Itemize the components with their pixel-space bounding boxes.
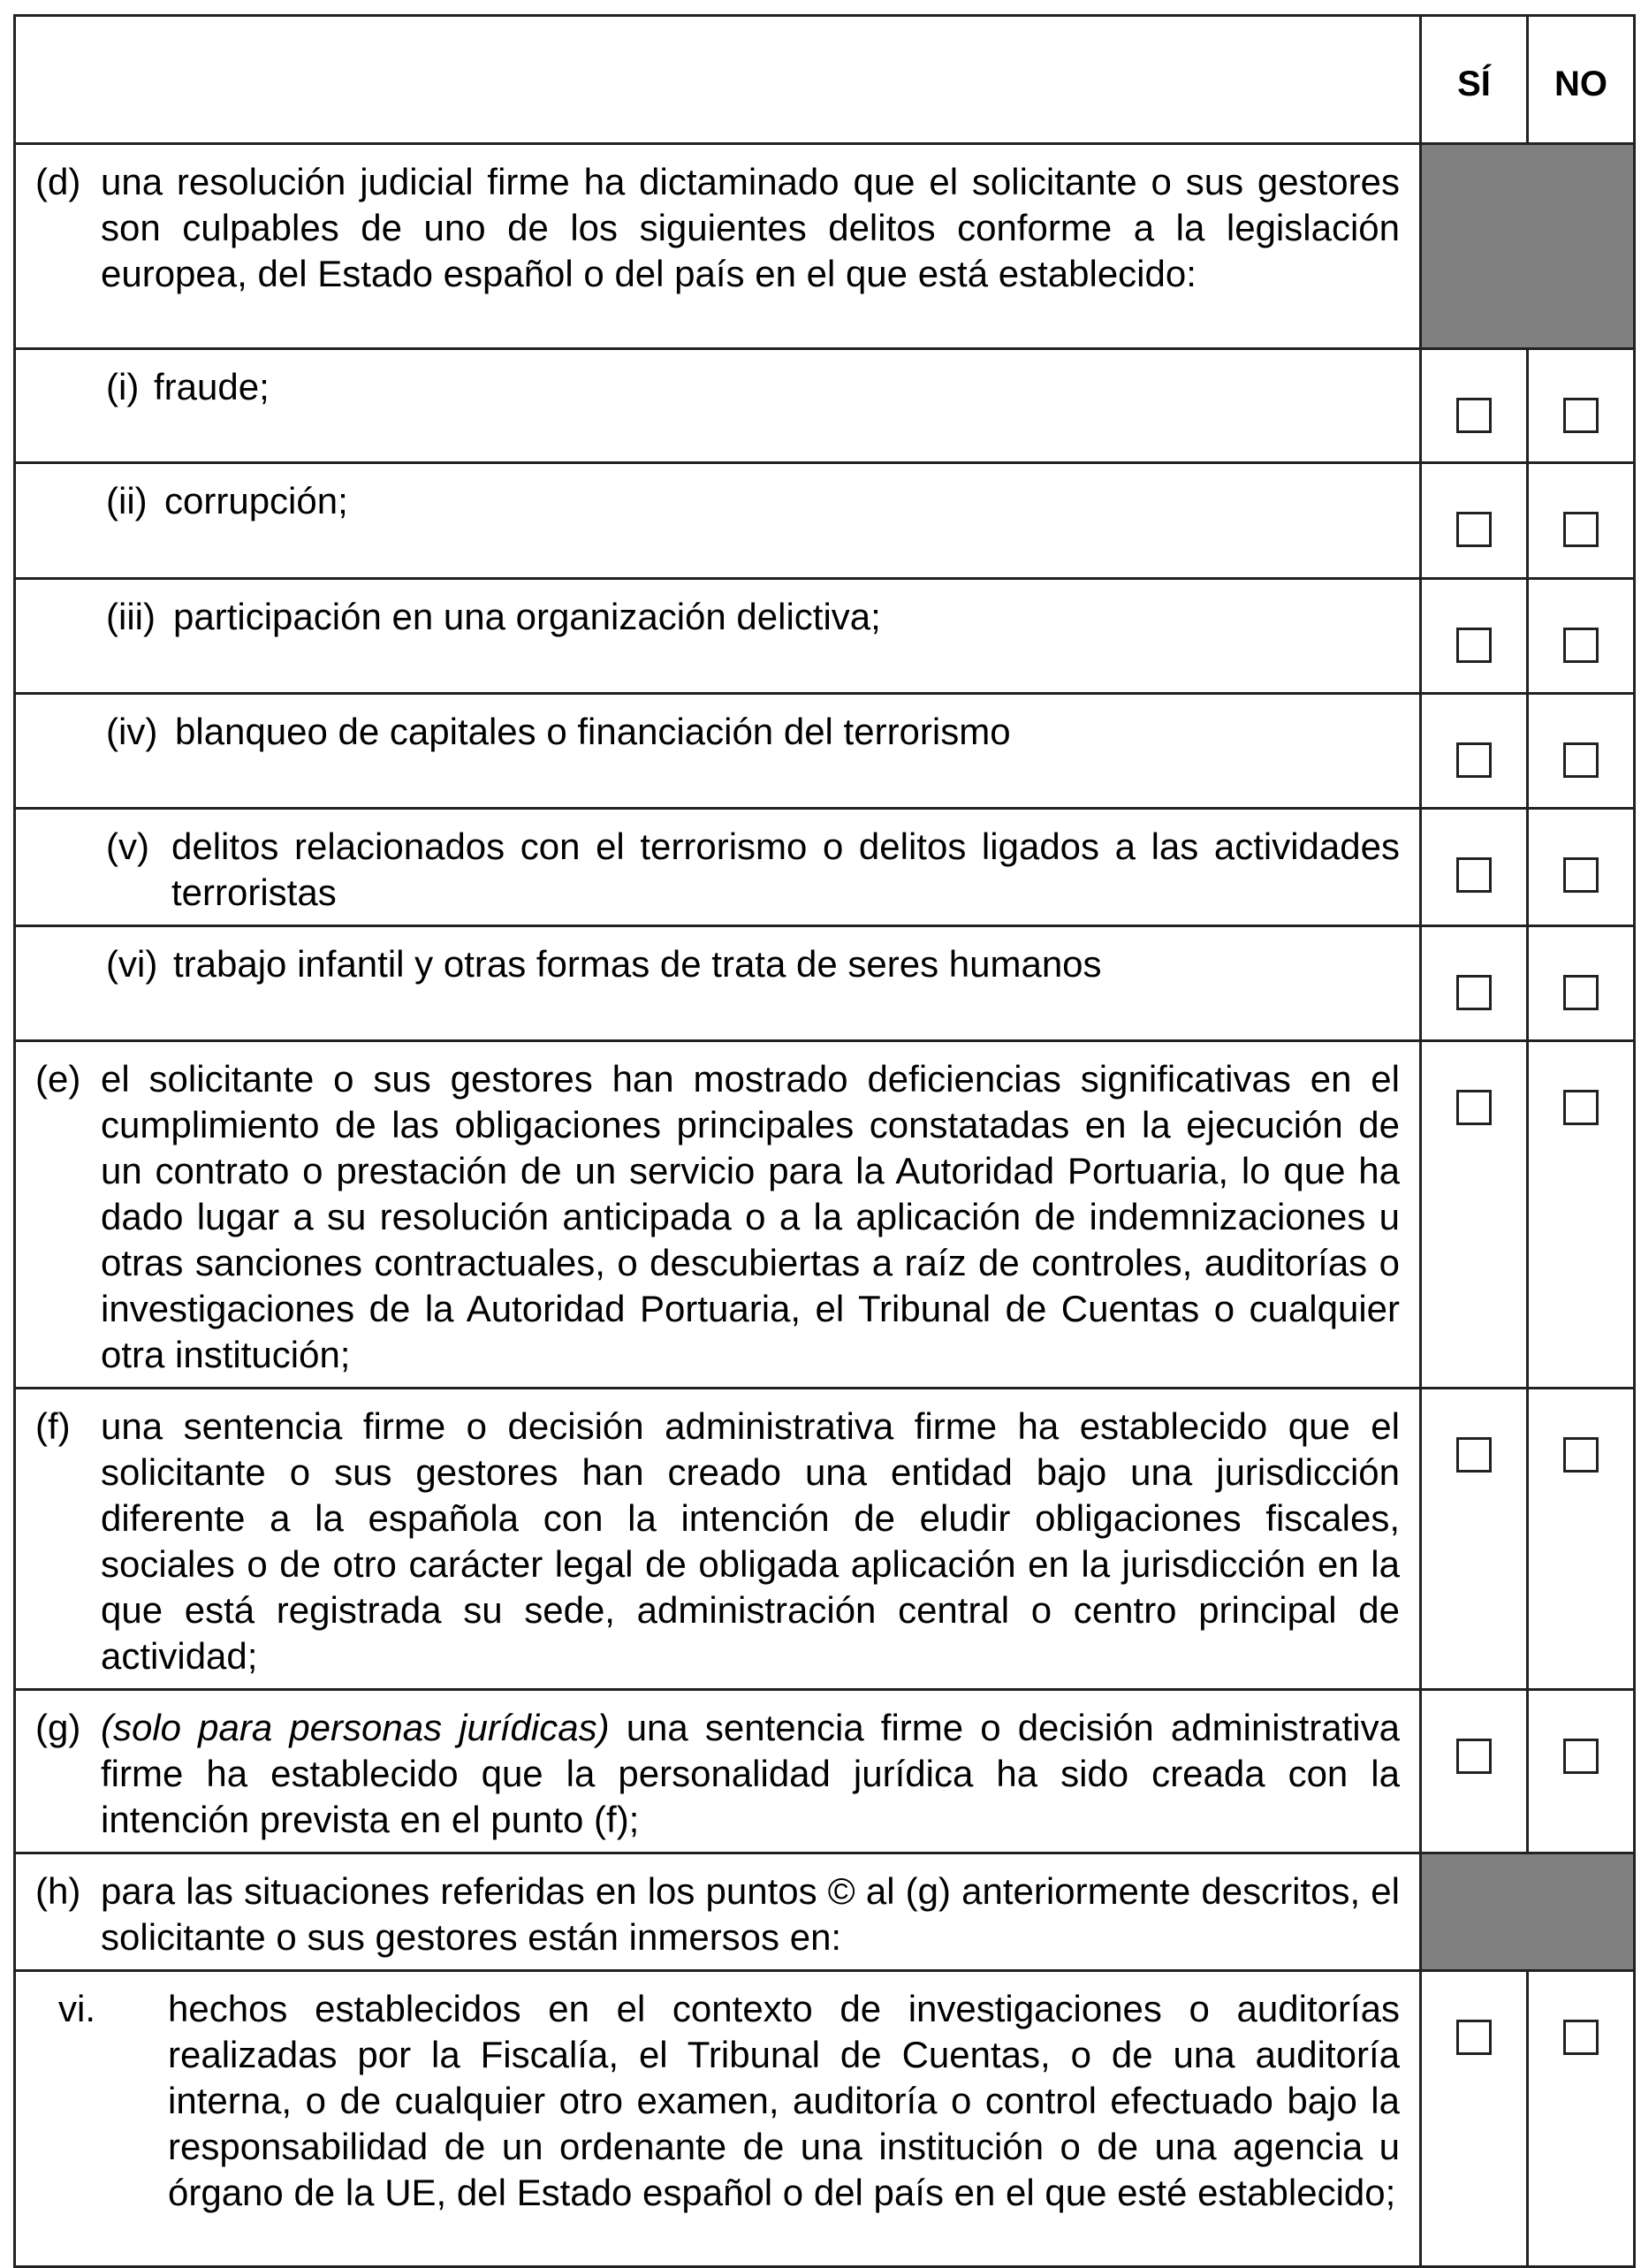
item-text: una sentencia firme o decisión administrativa firme ha establecido que el solicitante o sus gestores han creado una entidad bajo una jurisdicción diferente a la española con la intención de eludir obligaciones fiscales, sociales o de otro carácter legal de obligada aplicación en la jurisdicción en la que está registrada su sede, administración central o centro principal de actividad; [101, 1405, 1400, 1677]
item-text: para las situaciones referidas en los puntos © al (g) anteriormente descritos, el solicitante o sus gestores están inmersos en: [101, 1870, 1400, 1958]
shaded-cell [1421, 1853, 1635, 1971]
table-row [15, 144, 1635, 349]
item-text [16, 709, 1400, 755]
no-checkbox[interactable] [1563, 857, 1599, 893]
table-row [15, 349, 1635, 463]
no-cell [1528, 349, 1635, 463]
item-d-iii [15, 579, 1421, 694]
item-g [15, 1690, 1421, 1853]
no-checkbox[interactable] [1563, 398, 1599, 433]
no-checkbox[interactable] [1563, 628, 1599, 663]
item-h-vi [15, 1971, 1421, 2267]
si-cell [1421, 926, 1528, 1041]
item-d-iv [15, 694, 1421, 809]
item-label: (vi) [106, 943, 158, 985]
si-checkbox[interactable] [1456, 2020, 1492, 2055]
item-d-vi [15, 926, 1421, 1041]
si-checkbox[interactable] [1456, 628, 1492, 663]
item-text [16, 478, 1400, 524]
item-label: (d) [35, 161, 81, 202]
si-checkbox[interactable] [1456, 742, 1492, 778]
si-cell [1421, 463, 1528, 579]
item-text-content: fraude; [154, 366, 270, 407]
table-row [15, 694, 1635, 809]
item-label: (e) [35, 1058, 81, 1100]
item-italic-note: (solo para personas jurídicas) [101, 1707, 610, 1748]
no-checkbox[interactable] [1563, 1437, 1599, 1473]
table-row [15, 1389, 1635, 1690]
item-label: (ii) [106, 480, 148, 521]
item-text [101, 1705, 1400, 1843]
item-text: el solicitante o sus gestores han mostrado deficiencias significativas en el cumplimiento de las obligaciones principales constatadas en la ejecución de un contrato o prestación de un servicio para la Autoridad Portuaria, lo que ha dado lugar a su resolución anticipada o a la aplicación de indemnizaciones u otras sanciones contractuales, o descubiertas a raíz de controles, auditorías o investigaciones de la Autoridad Portuaria, el Tribunal de Cuentas o cualquier otra institución; [101, 1058, 1400, 1375]
item-text-content: corrupción; [164, 480, 348, 521]
si-checkbox[interactable] [1456, 1437, 1492, 1473]
table-row [15, 1690, 1635, 1853]
table-row [15, 1041, 1635, 1389]
no-checkbox[interactable] [1563, 2020, 1599, 2055]
si-checkbox[interactable] [1456, 857, 1492, 893]
item-d-i [15, 349, 1421, 463]
no-checkbox[interactable] [1563, 742, 1599, 778]
item-d-v [15, 809, 1421, 926]
no-checkbox[interactable] [1563, 512, 1599, 547]
no-cell [1528, 926, 1635, 1041]
si-cell [1421, 1971, 1528, 2267]
no-checkbox[interactable] [1563, 1739, 1599, 1774]
shaded-cell [1421, 144, 1635, 349]
item-label: (iii) [106, 596, 156, 637]
item-text [16, 364, 1400, 410]
header-row [15, 16, 1635, 144]
no-cell [1528, 463, 1635, 579]
no-cell [1528, 694, 1635, 809]
item-text-content: blanqueo de capitales o financiación del terrorismo [175, 711, 1011, 752]
item-label: (f) [35, 1405, 71, 1447]
item-d-ii [15, 463, 1421, 579]
si-cell [1421, 809, 1528, 926]
item-label: (g) [35, 1707, 81, 1748]
table-row [15, 579, 1635, 694]
si-cell [1421, 1389, 1528, 1690]
si-cell [1421, 579, 1528, 694]
item-label: (i) [106, 366, 140, 407]
item-text: una resolución judicial firme ha dictaminado que el solicitante o sus gestores son culpables de uno de los siguientes delitos conforme a la legislación europea, del Estado español o del país en el que está establecido: [101, 161, 1400, 294]
table-row [15, 809, 1635, 926]
table-row [15, 463, 1635, 579]
header-no: NO [1528, 16, 1635, 144]
item-label: (h) [35, 1870, 81, 1912]
item-text-content: participación en una organización delictiva; [173, 596, 881, 637]
si-cell [1421, 1041, 1528, 1389]
si-checkbox[interactable] [1456, 1090, 1492, 1125]
si-cell [1421, 349, 1528, 463]
no-cell [1528, 1690, 1635, 1853]
item-text-content: una sentencia firme o decisión administrativa firme ha establecido que la personalidad jurídica ha sido creada con la intención prevista en el punto (f); [101, 1707, 1401, 1840]
si-checkbox[interactable] [1456, 975, 1492, 1010]
declaration-table [13, 14, 1636, 2268]
header-si: SÍ [1421, 16, 1528, 144]
table-row [15, 1853, 1635, 1971]
si-checkbox[interactable] [1456, 1739, 1492, 1774]
si-cell [1421, 1690, 1528, 1853]
header-blank [15, 16, 1421, 144]
no-cell [1528, 579, 1635, 694]
item-text [16, 941, 1400, 987]
item-d [15, 144, 1421, 349]
no-checkbox[interactable] [1563, 1090, 1599, 1125]
table-row [15, 1971, 1635, 2267]
item-h [15, 1853, 1421, 1971]
si-cell [1421, 694, 1528, 809]
si-checkbox[interactable] [1456, 398, 1492, 433]
item-f [15, 1389, 1421, 1690]
item-text: hechos establecidos en el contexto de investigaciones o auditorías realizadas por la Fiscalía, el Tribunal de Cuentas, o de una auditoría interna, o de cualquier otro examen, auditoría o control efectuado bajo la responsabilidad de un ordenante de una institución o de una agencia u órgano de la UE, del Estado español o del país en el que esté establecido; [168, 1988, 1400, 2213]
item-label: (v) [106, 826, 149, 867]
item-text [16, 594, 1400, 640]
no-cell [1528, 1041, 1635, 1389]
item-label: vi. [58, 1988, 95, 2029]
item-e [15, 1041, 1421, 1389]
item-text: delitos relacionados con el terrorismo o delitos ligados a las actividades terroristas [171, 826, 1400, 913]
item-label: (iv) [106, 711, 158, 752]
no-cell [1528, 1389, 1635, 1690]
item-text-content: trabajo infantil y otras formas de trata de seres humanos [173, 943, 1102, 985]
no-cell [1528, 809, 1635, 926]
table-row [15, 926, 1635, 1041]
no-checkbox[interactable] [1563, 975, 1599, 1010]
no-cell [1528, 1971, 1635, 2267]
si-checkbox[interactable] [1456, 512, 1492, 547]
